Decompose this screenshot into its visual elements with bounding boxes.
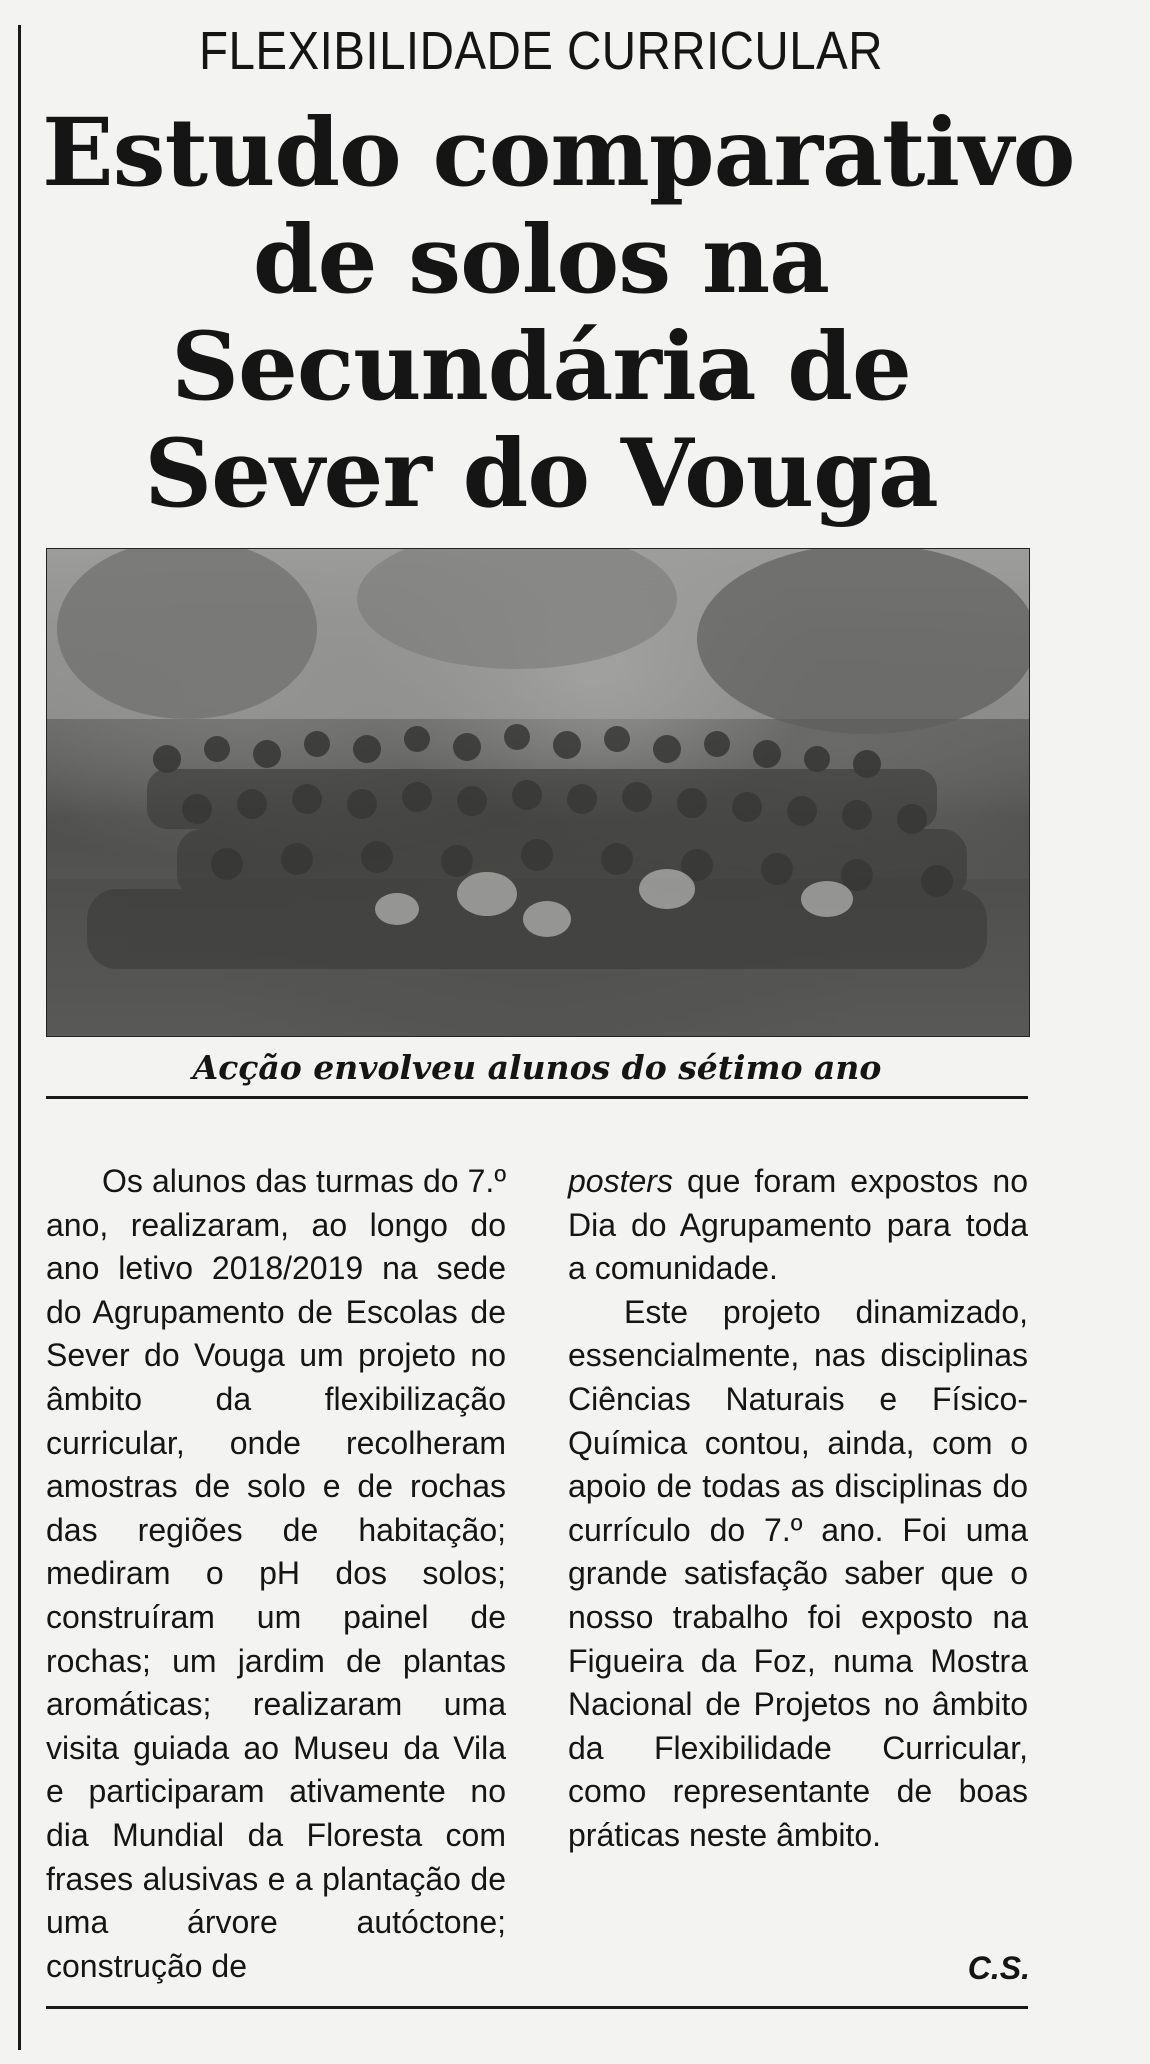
headline-line-1: Estudo comparativo [42, 98, 1075, 208]
left-column-rule [18, 25, 21, 2050]
article-column-right [568, 1160, 1028, 1858]
section-kicker: FLEXIBILIDADE CURRICULAR [199, 21, 883, 81]
body-paragraph-1-end: que foram expostos no Dia do Agrupamento para toda a comunidade. [568, 1163, 1028, 1287]
body-paragraph-2: Este projeto dinamizado, essencialmente, nas disciplinas Ciências Naturais e Físico-Química contou, ainda, com o apoio de todas as disciplinas do currículo do 7.º ano. Foi uma grande satisfação saber que o nosso trabalho foi exposto na Figueira da Foz, numa Mostra Nacional de Projetos no âmbito da Flexibilidade Curricular, como representante de boas práticas neste âmbito. [568, 1293, 1028, 1853]
photo-caption: Acção envolveu alunos do sétimo ano [192, 1048, 882, 1087]
article-column-left [46, 1160, 506, 1988]
body-paragraph-1: Os alunos das turmas do 7.º ano, realizaram, ao longo do ano letivo 2018/2019 na sede do Agrupamento de Escolas de Sever do Vouga um projeto no âmbito da flexibilização curricular, onde recolheram amostras de solo e de rochas das regiões de habitação; mediram o pH dos solos; construíram um painel de rochas; um jardim de plantas aromáticas; realizaram uma visita guiada ao Museu da Vila e participaram ativamente no dia Mundial da Floresta com frases alusivas e a plantação de uma árvore autóctone; construção de [46, 1163, 506, 1984]
headline-line-3: Secundária de [171, 312, 911, 422]
bottom-rule [46, 2006, 1028, 2009]
author-signature: C.S. [967, 1950, 1030, 1986]
headline-line-2: de solos na [252, 205, 830, 315]
headline-line-4: Sever do Vouga [144, 419, 938, 529]
group-photo-illustration [47, 549, 1029, 1036]
group-photo [46, 548, 1030, 1037]
body-paragraph-1-continued [568, 1160, 1028, 1291]
posters-term: posters [568, 1163, 673, 1199]
caption-rule [46, 1096, 1028, 1099]
headline [42, 98, 1075, 529]
